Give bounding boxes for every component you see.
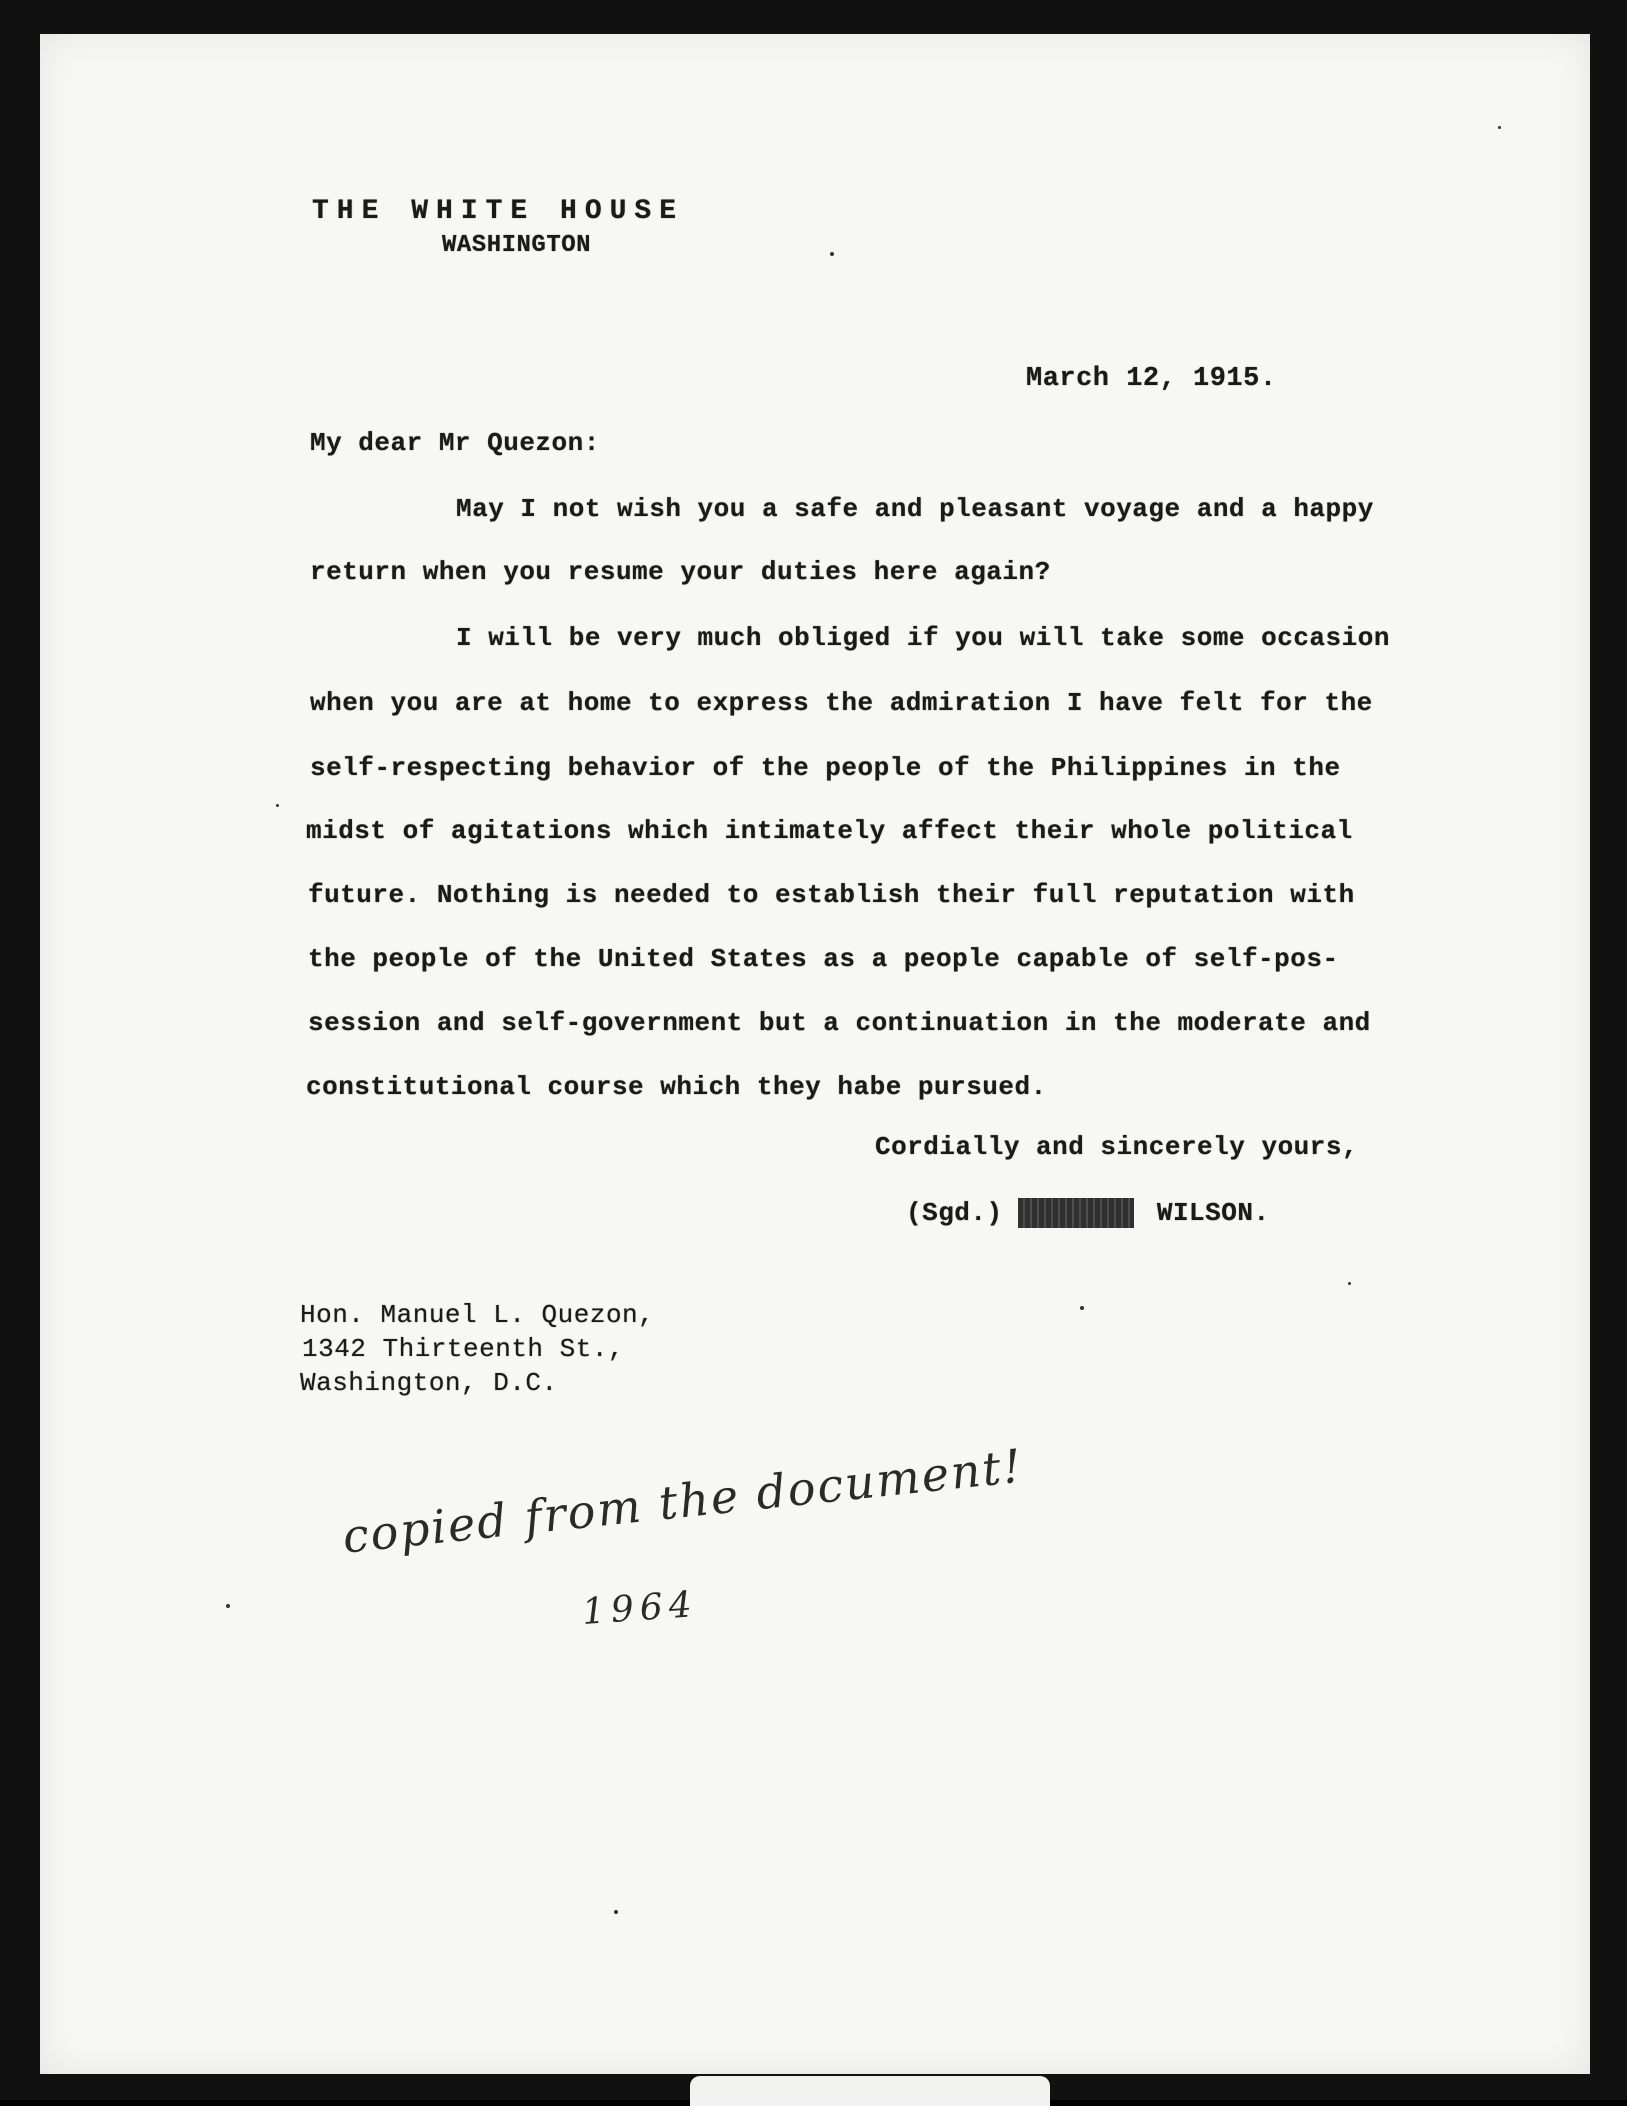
paper-tab: [690, 2076, 1050, 2106]
signature-name: WILSON.: [1156, 1198, 1270, 1228]
scan-speck: [226, 1604, 230, 1608]
letterhead-city: WASHINGTON: [442, 232, 592, 259]
signature-prefix: (Sgd.): [906, 1198, 1003, 1228]
scan-speck: [1348, 1282, 1351, 1285]
body-line: self-respecting behavior of the people of the Philippines in the: [310, 753, 1341, 783]
address-line: Hon. Manuel L. Quezon,: [300, 1300, 655, 1330]
body-line: session and self-government but a continuation in the moderate and: [308, 1008, 1371, 1038]
letter-page: [40, 34, 1590, 2074]
body-line: return when you resume your duties here again?: [310, 557, 1051, 587]
body-line: future. Nothing is needed to establish their full reputation with: [308, 880, 1355, 910]
scan-speck: [1080, 1306, 1084, 1310]
address-line: 1342 Thirteenth St.,: [302, 1334, 625, 1364]
letterhead-title: THE WHITE HOUSE: [312, 196, 685, 227]
closing: Cordially and sincerely yours,: [875, 1132, 1359, 1162]
letter-date: March 12, 1915.: [1026, 364, 1277, 394]
scan-speck: [614, 1910, 618, 1914]
salutation: My dear Mr Quezon:: [310, 428, 600, 458]
body-line: when you are at home to express the admiration I have felt for the: [310, 688, 1373, 718]
body-line: I will be very much obliged if you will take some occasion: [456, 623, 1390, 653]
handwritten-year: 1964: [580, 1584, 699, 1633]
address-line: Washington, D.C.: [300, 1368, 558, 1398]
handwritten-note: copied from the document!: [340, 1438, 1026, 1564]
body-line: May I not wish you a safe and pleasant voyage and a happy: [456, 494, 1374, 524]
body-line: midst of agitations which intimately affect their whole political: [306, 816, 1353, 846]
scan-speck: [830, 252, 834, 256]
scan-speck: [1498, 126, 1501, 129]
body-line: the people of the United States as a people capable of self-pos-: [308, 944, 1339, 974]
scan-speck: [276, 804, 279, 807]
struck-out-name: [1018, 1198, 1134, 1228]
body-line: constitutional course which they habe pursued.: [306, 1072, 1047, 1102]
